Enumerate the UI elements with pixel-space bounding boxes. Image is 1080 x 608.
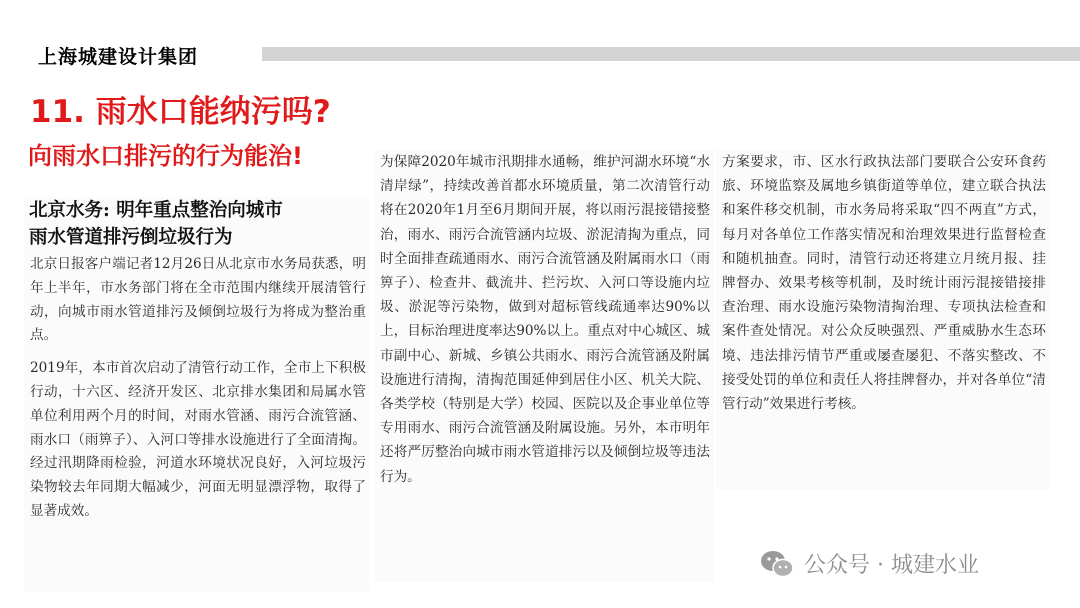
slide-title: 11. 雨水口能纳污吗?	[30, 94, 331, 130]
watermark	[760, 548, 979, 579]
article-headline	[29, 197, 370, 251]
article-paragraph: 为保障2020年城市汛期排水通畅，维护河湖水环境“水清岸绿”，持续改善首都水环境质量，第二次清管行动将在2020年1月至6月期间开展，将以雨污混接错接整治，雨水、雨污合流管涵内垃圾、淤泥清掏为重点，同时全面排查疏通雨水、雨污合流管涵及附属雨水口（雨箅子）、检查井、截流井、拦污坎、入河口等设施内垃圾、淤泥等污染物，做到对超标管线疏通率达90%以上，目标治理进度率达90%以上。重点对中心城区、城市副中心、新城、乡镇公共雨水、雨污合流管涵及附属设施进行清掏，清掏范围延伸到居住小区、机关大院、各类学校（特别是大学）校园、医院以及企事业单位等专用雨水、雨污合流管涵及附属设施。另外，本市明年还将严厉整治向城市雨水管道排污以及倾倒垃圾等违法行为。	[380, 154, 710, 485]
slide-subtitle: 向雨水口排污的行为能治!	[28, 142, 303, 170]
watermark-text: 公众号 · 城建水业	[804, 553, 979, 578]
article-headline-line-2: 雨水管道排污倒垃圾行为	[29, 227, 233, 248]
news-clipping-column-2	[374, 150, 714, 582]
article-paragraph: 2019年，本市首次启动了清管行动工作，全市上下积极行动，十六区、经济开发区、北京排水集团和局属水管单位利用两个月的时间，对雨水管涵、雨污合流管涵、雨水口（雨箅子）、入河口等排水设施进行了全面清掏。经过汛期降雨检验，河道水环境状况良好，入河垃圾污染物较去年同期大幅减少，河面无明显漂浮物，取得了显著成效。	[30, 360, 366, 519]
article-paragraph: 北京日报客户端记者12月26日从北京市水务局获悉，明年上半年，市水务部门将在全市范围内继续开展清管行动，向城市雨水管道排污及倾倒垃圾行为将成为整治重点。	[30, 256, 366, 344]
wechat-icon	[760, 549, 794, 579]
news-clipping-column-1	[24, 197, 370, 592]
news-clipping-column-3	[716, 150, 1050, 490]
header-bar	[262, 47, 1080, 61]
brand-name: 上海城建设计集团	[38, 46, 199, 68]
article-headline-line-1: 北京水务: 明年重点整治向城市	[29, 200, 283, 221]
article-paragraph: 方案要求，市、区水行政执法部门要联合公安环食药旅、环境监察及属地乡镇街道等单位，建立联合执法和案件移交机制，市水务局将采取“四不两直”方式，每月对各单位工作落实情况和治理效果进行监督检查和随机抽查。同时，清管行动还将建立月统月报、挂牌督办、效果考核等机制，及时统计雨污混接错接排查治理、雨水设施污染物清掏治理、专项执法检查和案件查处情况。对公众反映强烈、严重威胁水生态环境、违法排污情节严重或屡查屡犯、不落实整改、不接受处罚的单位和责任人将挂牌督办，并对各单位“清管行动”效果进行考核。	[722, 154, 1046, 413]
